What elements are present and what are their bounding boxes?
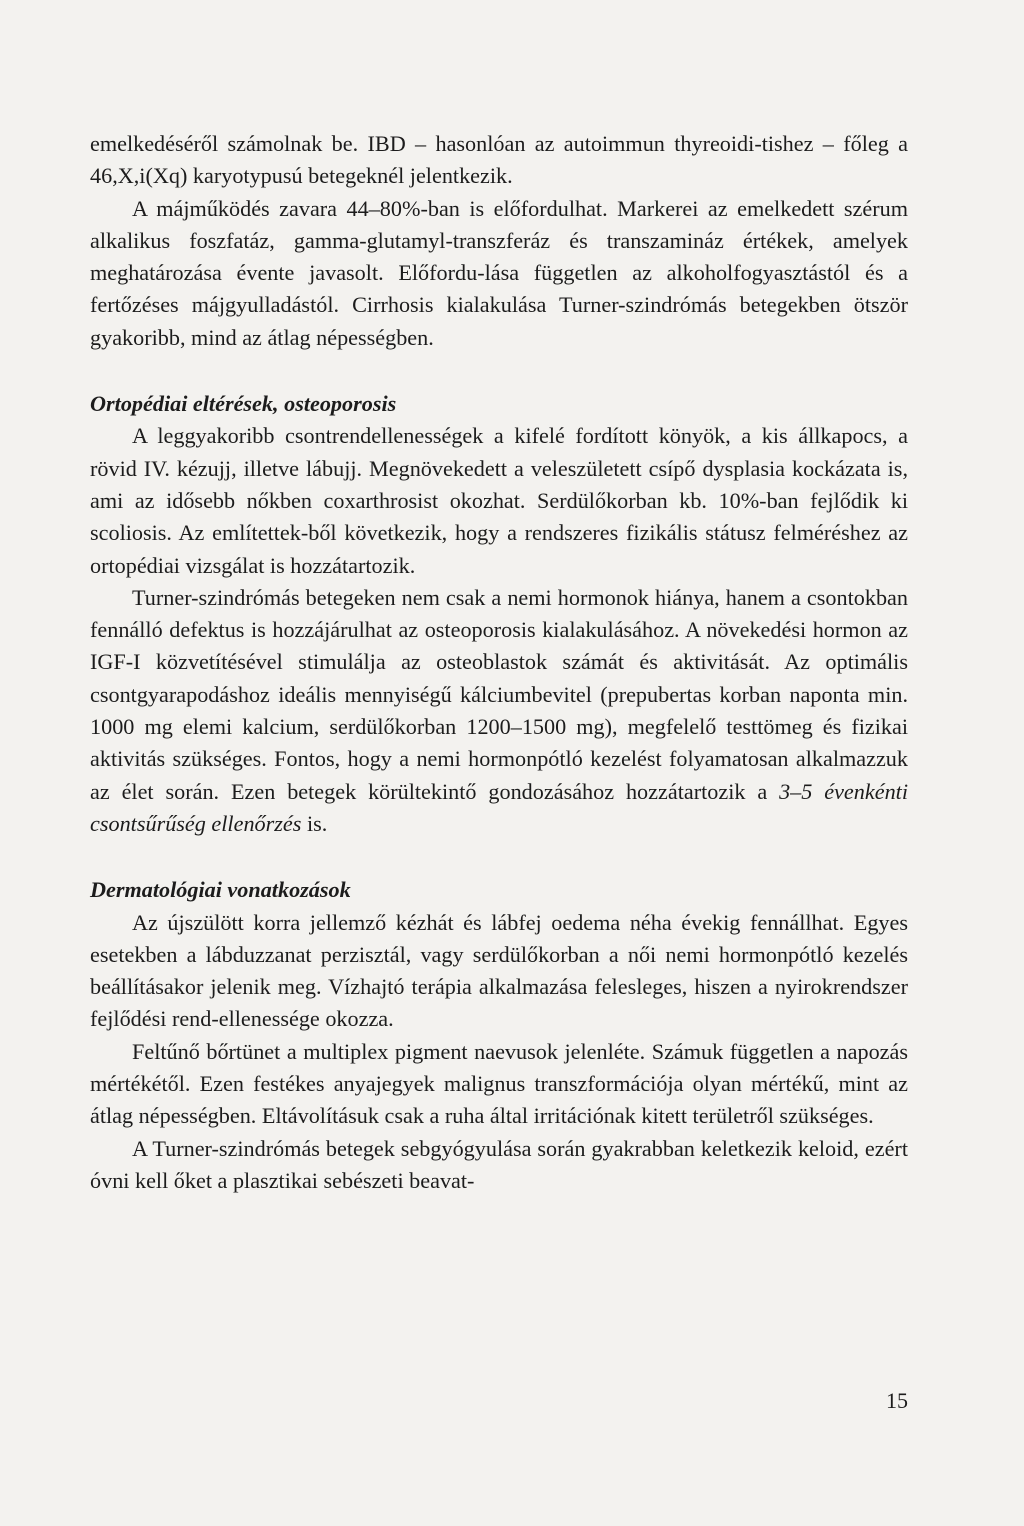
section-heading-orthopedics: Ortopédiai eltérések, osteoporosis — [90, 391, 397, 417]
paragraph-intro-2: A májműködés zavara 44–80%-ban is előfordulhat. Markerei az emelkedett szérum alkalikus foszfatáz, gamma-glutamyl-transzferáz és transzamináz értékek, amelyek meghatározása évente javasolt. Előfordu-lása független az alkoholfogyasztástól és a fertőzéses májgyulladástól. Cirrhosis kialakulása Turner-szindrómás betegekben ötször gyakoribb, mind az átlag népességben. — [90, 195, 908, 350]
paragraph-derm-2: Feltűnő bőrtünet a multiplex pigment naevusok jelenléte. Számuk független a napozás mértékétől. Ezen festékes anyajegyek malignus transzformációja olyan mértékű, mint az átlag népességben. Eltávolításuk csak a ruha által irritációnak kitett területről szükséges. — [90, 1038, 908, 1129]
section-heading-dermatology: Dermatológiai vonatkozások — [90, 877, 351, 903]
page-body — [90, 128, 908, 1197]
paragraph-ortho-1: A leggyakoribb csontrendellenességek a kifelé fordított könyök, a kis állkapocs, a rövid IV. kézujj, illetve lábujj. Megnövekedett a veleszületett csípő dysplasia kockázata is, ami az idősebb nőkben coxarthrosist okozhat. Serdülőkorban kb. 10%-ban fejlődik ki scoliosis. Az említettek-ből következik, hogy a rendszeres fizikális státusz felméréshez az ortopédiai vizsgálat is hozzátartozik. — [90, 423, 908, 578]
paragraph-ortho-2-main: Turner-szindrómás betegeken nem csak a nemi hormonok hiánya, hanem a csontokban fennálló defektus is hozzájárulhat az osteoporosis kialakulásához. A növekedési hormon az IGF-I közvetítésével stimulálja az osteoblastok számát és aktivitását. Az optimális csontgyarapodáshoz ideális mennyiségű kálciumbevitel (prepubertas korban naponta min. 1000 mg elemi kalcium, serdülőkorban 1200–1500 mg), megfelelő testtömeg és fizikai aktivitás szükséges. Fontos, hogy a nemi hormonpótló kezelést folyamatosan alkalmazzuk az élet során. Ezen betegek körültekintő gondozásához hozzátartozik a — [90, 584, 908, 804]
paragraph-ortho-2 — [90, 582, 908, 840]
paragraph-ortho-2-end: is. — [301, 810, 328, 836]
paragraph-derm-3: A Turner-szindrómás betegek sebgyógyulása során gyakrabban keletkezik keloid, ezért óvni kell őket a plasztikai sebészeti beavat- — [90, 1135, 908, 1193]
paragraph-intro-1: emelkedéséről számolnak be. IBD – hasonlóan az autoimmun thyreoidi-tishez – főleg a 46,X,i(Xq) karyotypusú betegeknél jelentkezik. — [90, 131, 908, 189]
paragraph-derm-1: Az újszülött korra jellemző kézhát és lábfej oedema néha évekig fennállhat. Egyes esetekben a lábduzzanat perzisztál, vagy serdülőkorban a női nemi hormonpótló kezelés beállításakor jelenik meg. Vízhajtó terápia alkalmazása felesleges, hiszen a nyirokrendszer fejlődési rend-ellenessége okozza. — [90, 909, 908, 1032]
paragraph-ortho-2-emphasis: 3–5 évenkénti csontsűrűség ellenőrzés — [90, 778, 908, 836]
page-number: 15 — [886, 1388, 908, 1413]
